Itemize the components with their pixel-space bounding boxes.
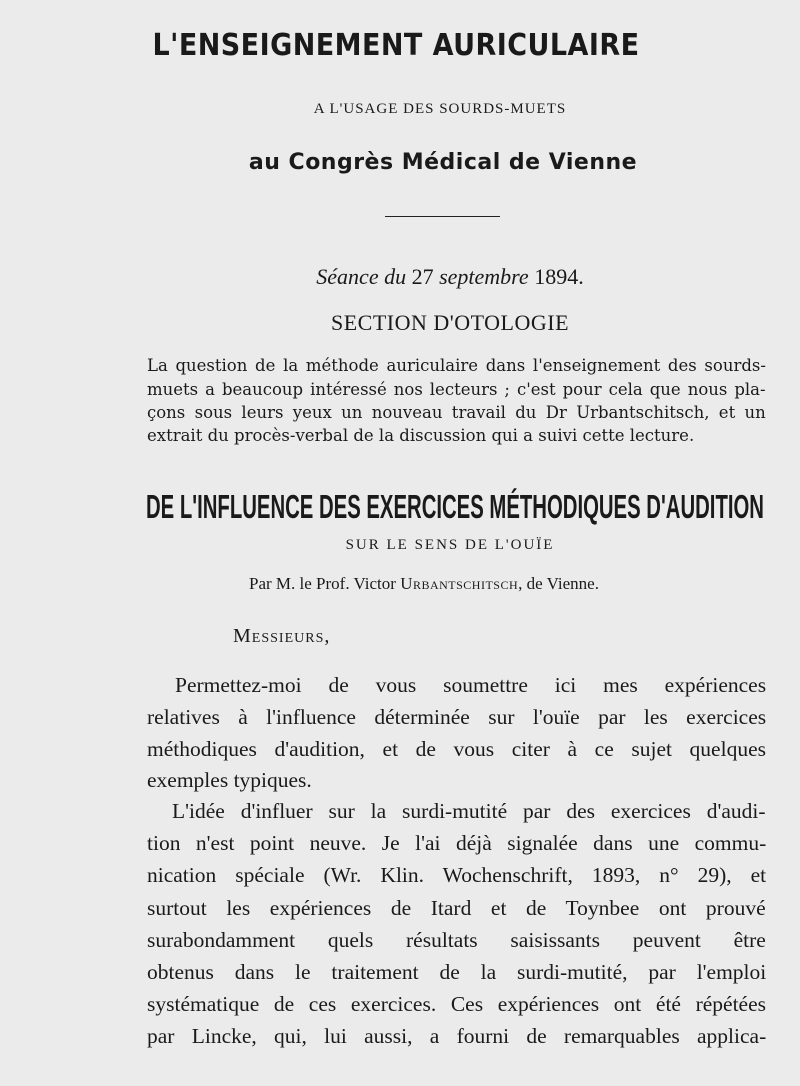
intro-line: La question de la méthode auriculaire dans l'enseignement des sourds- (147, 356, 766, 375)
seance-year: 1894. (534, 264, 584, 289)
separator-rule (385, 216, 500, 217)
body-line: tion n'est point neuve. Je l'ai déjà signalée dans une commu- (147, 831, 767, 855)
body-line: obtenus dans le traitement de la surdi-mutité, par l'emploi (147, 960, 767, 984)
body-line: systématique de ces exercices. Ces expériences ont été répétées (147, 992, 767, 1016)
seance-month: septembre (439, 264, 529, 289)
page-subtitle: A L'USAGE DES SOURDS-MUETS (313, 101, 567, 117)
seance-du: du (384, 264, 407, 289)
seance-prefix: Séance (316, 264, 379, 289)
congres-heading: au Congrès Médical de Vienne (248, 150, 638, 175)
body-line: exemples typiques. (147, 768, 312, 792)
author-suffix: , de Vienne. (518, 574, 599, 593)
salutation: Messieurs, (233, 625, 331, 647)
body-line: relatives à l'influence déterminée sur l'ouïe par les exercices (147, 705, 767, 729)
body-line: méthodiques d'audition, et de vous citer à ce sujet quelques (147, 737, 766, 761)
body-line: nication spéciale (Wr. Klin. Wochenschrift, 1893, n° 29), et (147, 863, 767, 887)
author-name: Urbantschitsch (400, 574, 519, 593)
body-line: surabondamment quels résultats saisissants peuvent être (147, 928, 766, 952)
article-subtitle: SUR LE SENS DE L'OUÏE (345, 537, 555, 553)
seance-date (0, 264, 800, 290)
article-author (249, 574, 599, 594)
body-line: surtout les expériences de Itard et de Toynbee ont prouvé (147, 896, 766, 920)
section-heading: SECTION D'OTOLOGIE (330, 310, 570, 335)
intro-line: çons sous leurs yeux un nouveau travail du Dr Urbantschitsch, et un (147, 403, 766, 422)
body-line: par Lincke, qui, lui aussi, a fourni de remarquables applica- (147, 1024, 767, 1048)
article-title: DE L'INFLUENCE DES EXERCICES MÉTHODIQUES D'AUDITION (146, 488, 764, 525)
body-line: L'idée d'influer sur la surdi-mutité par des exercices d'audi- (172, 799, 766, 823)
intro-line: extrait du procès-verbal de la discussion qui a suivi cette lecture. (147, 426, 695, 445)
body-line: Permettez-moi de vous soumettre ici mes expériences (175, 673, 767, 697)
seance-day: 27 (411, 264, 434, 289)
author-prefix: Par M. le Prof. Victor (249, 574, 396, 593)
page-title: L'ENSEIGNEMENT AURICULAIRE (152, 28, 640, 63)
intro-line: muets a beaucoup intéressé nos lecteurs ; c'est pour cela que nous pla- (147, 380, 766, 399)
